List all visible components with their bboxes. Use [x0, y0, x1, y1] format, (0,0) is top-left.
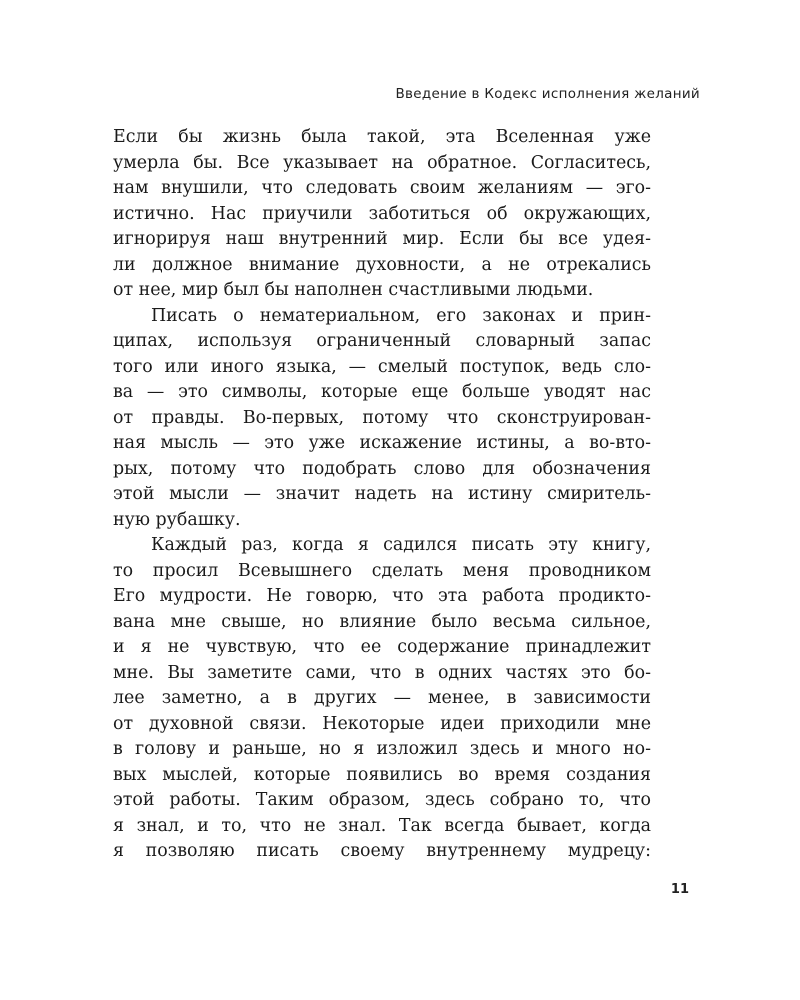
text-line: и я не чувствую, что ее содержание принадлежит	[113, 637, 651, 657]
paragraph-1	[113, 125, 651, 304]
running-header: Введение в Кодекс исполнения желаний	[395, 86, 700, 102]
text-line: Его мудрости. Не говорю, что эта работа продикто-	[113, 586, 651, 606]
text-line: нам внушили, что следовать своим желаниям — эго-	[113, 178, 651, 198]
text-line: вых мыслей, которые появились во время создания	[113, 764, 651, 785]
text-line: от правды. Во-первых, потому что сконструирован-	[113, 407, 651, 428]
text-line: того или иного языка, — смелый поступок, ведь сло-	[113, 356, 651, 377]
text-line: мне. Вы заметите сами, что в одних частях это бо-	[113, 662, 651, 683]
body-text	[113, 125, 651, 865]
paragraph-2	[113, 304, 651, 534]
text-line: в голову и раньше, но я изложил здесь и много но-	[113, 739, 651, 759]
text-line: я знал, и то, что не знал. Так всегда бывает, когда	[113, 815, 651, 836]
text-line: ли должное внимание духовности, а не отрекались	[113, 254, 651, 275]
text-line: вана мне свыше, но влияние было весьма сильное,	[113, 611, 651, 632]
text-line: я позволяю писать своему внутреннему мудрецу:	[113, 841, 651, 861]
text-line: то просил Всевышнего сделать меня проводником	[113, 560, 651, 581]
text-line: Писать о нематериальном, его законах и прин-	[151, 305, 651, 326]
text-line: лее заметно, а в других — менее, в зависимости	[113, 688, 651, 708]
text-line: ципах, используя ограниченный словарный запас	[113, 331, 651, 351]
text-line: ва — это символы, которые еще больше уводят нас	[113, 382, 651, 402]
text-line: ная мысль — это уже искажение истины, а во-вто-	[113, 433, 651, 453]
text-line: этой работы. Таким образом, здесь собрано то, что	[113, 790, 651, 810]
text-line: от нее, мир был бы наполнен счастливыми людьми.	[113, 280, 594, 300]
text-line: этой мысли — значит надеть на истину смиритель-	[113, 484, 651, 504]
text-line: умерла бы. Все указывает на обратное. Согласитесь,	[113, 152, 651, 173]
paragraph-3	[113, 533, 651, 865]
text-line: рых, потому что подобрать слово для обозначения	[113, 458, 651, 479]
text-line: Если бы жизнь была такой, эта Вселенная уже	[113, 127, 651, 147]
text-line: истично. Нас приучили заботиться об окружающих,	[113, 203, 651, 224]
page-number: 11	[670, 882, 689, 897]
text-line: Каждый раз, когда я садился писать эту книгу,	[151, 535, 651, 555]
text-line: от духовной связи. Некоторые идеи приходили мне	[113, 713, 651, 734]
text-line: игнорируя наш внутренний мир. Если бы все удея-	[113, 229, 651, 249]
text-line: ную рубашку.	[113, 509, 241, 530]
